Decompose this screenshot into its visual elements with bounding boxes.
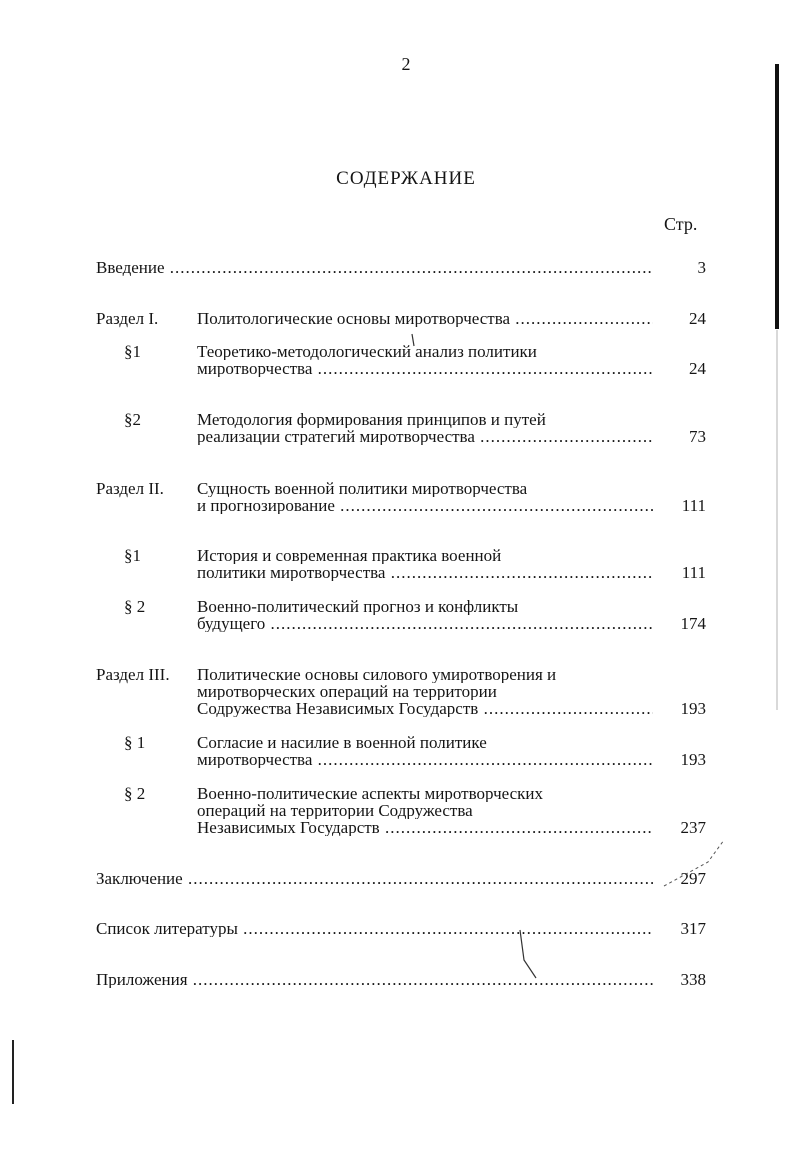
toc-paragraph-mark: § 2 xyxy=(124,784,146,803)
toc-entry-text: Политические основы силового умиротворения и xyxy=(197,666,557,683)
toc-entry-text: История и современная практика военной xyxy=(197,547,502,564)
toc-entry-text: Заключение ..... xyxy=(96,870,653,887)
toc-entry-text: миротворчества ..... xyxy=(197,751,653,768)
page-number: 2 xyxy=(401,54,411,74)
toc-section-label: Раздел I. xyxy=(96,309,159,328)
toc-entry-page: 3 xyxy=(697,258,706,277)
toc-paragraph-mark: § 1 xyxy=(124,733,146,752)
toc-entry-text: Методология формирования принципов и путей xyxy=(197,411,546,428)
toc-entry-text: Политологические основы миротворчества ..... xyxy=(197,310,653,327)
toc-entry-text: Введение ..... xyxy=(96,259,653,276)
page-column-header: Стр. xyxy=(664,214,698,234)
toc-paragraph-mark: § 2 xyxy=(124,597,146,616)
toc-entry-page: 338 xyxy=(680,970,706,989)
toc-entry-text: Теоретико-методологический анализ политики xyxy=(197,343,537,360)
toc-entry-page: 111 xyxy=(681,563,706,582)
toc-entry-page: 174 xyxy=(680,614,706,633)
toc-entry-page: 24 xyxy=(689,359,706,378)
toc-entry-text: Военно-политические аспекты миротворческих xyxy=(197,785,543,802)
toc-entry-text: и прогнозирование ..... xyxy=(197,497,653,514)
toc-entry-page: 24 xyxy=(689,309,706,328)
toc-entry-page: 193 xyxy=(680,699,706,718)
toc-entry-text: политики миротворчества ..... xyxy=(197,564,653,581)
toc-entry-page: 73 xyxy=(689,427,706,446)
toc-entry-text: Независимых Государств ..... xyxy=(197,819,653,836)
toc-entry-page: 193 xyxy=(680,750,706,769)
toc-paragraph-mark: §2 xyxy=(124,410,141,429)
page-title: СОДЕРЖАНИЕ xyxy=(336,168,476,189)
toc-paragraph-mark: §1 xyxy=(124,546,141,565)
toc-entry-page: 111 xyxy=(681,496,706,515)
toc-entry-text: Согласие и насилие в военной политике xyxy=(197,734,487,751)
toc-entry-page: 317 xyxy=(680,919,706,938)
toc-paragraph-mark: §1 xyxy=(124,342,141,361)
toc-section-label: Раздел III. xyxy=(96,665,170,684)
toc-entry-text: Список литературы ..... xyxy=(96,920,653,937)
toc-entry-page: 297 xyxy=(680,869,706,888)
toc-entry-text: миротворческих операций на территории xyxy=(197,683,497,700)
toc-entry-text: операций на территории Содружества xyxy=(197,802,473,819)
toc-section-label: Раздел II. xyxy=(96,479,164,498)
toc-entry-text: Сущность военной политики миротворчества xyxy=(197,480,528,497)
toc-entry-text: реализации стратегий миротворчества ..... xyxy=(197,428,653,445)
toc-entry-text: Приложения ..... xyxy=(96,971,653,988)
toc-entry-text: Военно-политический прогноз и конфликты xyxy=(197,598,519,615)
toc-entry-text: будущего ..... xyxy=(197,615,653,632)
toc-entry-page: 237 xyxy=(680,818,706,837)
toc-entry-text: миротворчества ..... xyxy=(197,360,653,377)
toc-entry-text: Содружества Независимых Государств ..... xyxy=(197,700,653,717)
